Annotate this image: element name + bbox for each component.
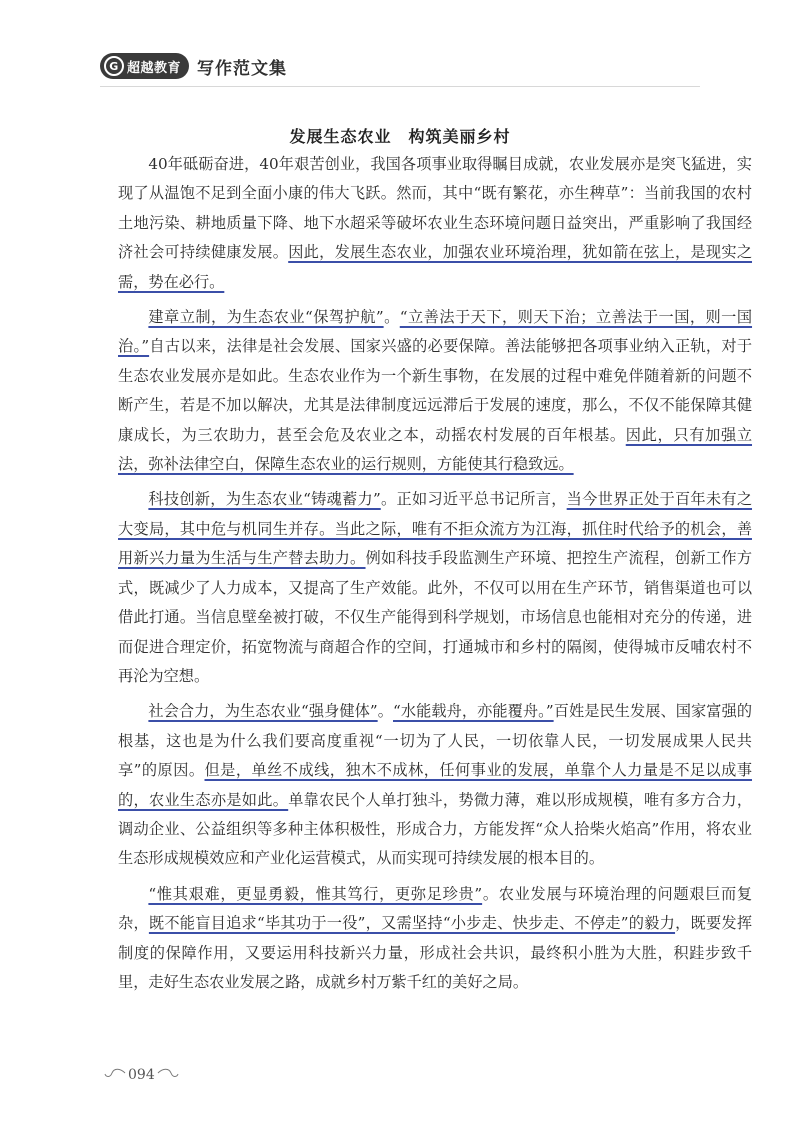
paragraph-5-underline: 既不能盲目追求“毕其功于一役”，又需坚持“小步走、快步走、不停走”的毅力 [148, 914, 676, 933]
brand-mark-icon: G [104, 56, 124, 76]
article-title: 发展生态农业 构筑美丽乡村 [289, 127, 511, 146]
paragraph-1 [118, 150, 752, 297]
paragraph-5-text-2: ，既要发挥制度的保障作用，又要运用科技新兴力量，形成社会共识，最终积小胜为大胜，积跬步致千里，走好生态农业发展之路，成就乡村万紫千红的美好之局。 [118, 914, 753, 991]
paragraph-4-underline: 但是，单丝不成线，独木不成林，任何事业的发展，单靠个人力量是不足以成事的，农业生态亦是如此。 [118, 761, 753, 809]
paragraph-4 [118, 697, 752, 873]
brand-name: 超越教育 [127, 60, 182, 76]
paragraph-4-text: 百姓是民生发展、国家富强的根基，这也是为什么我们要高度重视“一切为了人民，一切依靠人民，一切发展成果人民共享”的原因。 [118, 702, 753, 780]
paragraph-4-heading: 社会合力，为生态农业“强身健体” [148, 702, 378, 721]
header-divider [100, 86, 700, 87]
paragraph-2-conclusion: 因此，只有加强立法，弥补法律空白，保障生态农业的运行规则，方能使其行稳致远。 [118, 425, 753, 474]
paragraph-4-punct: 。 [377, 702, 393, 721]
paragraph-1-text: 40年砥砺奋进，40年艰苦创业，我国各项事业取得瞩目成就，农业发展亦是突飞猛进，实现了从温饱不足到全面小康的伟大飞跃。然而，其中“既有繁花，亦生稗草”：当前我国的农村土地污染、耕地质量下降、地下水超采等破坏农业生态环境问题日益突出，严重影响了我国经济社会可持续健康发展。 [118, 155, 752, 262]
paragraph-3-heading: 科技创新，为生态农业“铸魂蓄力” [148, 490, 381, 509]
flourish-left-icon [104, 1066, 126, 1084]
paragraph-3 [118, 485, 752, 691]
paragraph-3-text: 例如科技手段监测生产环境、把控生产流程，创新工作方式，既减少了人力成本，又提高了生产效能。此外，不仅可以用在生产环节，销售渠道也可以借此打通。当信息壁垒被打破，不仅生产能得到科学规划，市场信息也能相对充分的传递，进而促进合理定价，拓宽物流与商超合作的空间，打通城市和乡村的隔阂，使得城市反哺农村不再沦为空想。 [118, 549, 753, 685]
paragraph-2-text: 自古以来，法律是社会发展、国家兴盛的必要保障。善法能够把各项事业纳入正轨，对于生态农业发展亦是如此。生态农业作为一个新生事物，在发展的过程中难免伴随着新的问题不断产生，若是不加以解决，尤其是法律制度远远滞后于发展的速度，那么，不仅不能保障其健康成长，为三农助力，甚至会危及农业之本，动摇农村发展的百年根基。 [118, 337, 753, 444]
paragraph-3-lead: 。正如习近平总书记所言， [380, 490, 567, 509]
paragraph-1-underline: 因此，发展生态农业，加强农业环境治理，犹如箭在弦上，是现实之需，势在必行。 [118, 243, 753, 291]
paragraph-2 [118, 303, 752, 479]
paragraph-3-quote: 当今世界正处于百年未有之大变局，其中危与机同生并存。当此之际，唯有不拒众流方为江海，抓住时代给予的机会，善用新兴力量为生活与生产替去助力。 [118, 490, 753, 568]
paragraph-2-punct: 。 [383, 308, 400, 327]
paragraph-5 [118, 880, 752, 998]
paragraph-4-text-2: 单靠农民个人单打独斗，势微力薄，难以形成规模，唯有多方合力，调动企业、公益组织等多种主体积极性，形成合力，方能发挥“众人拾柴火焰高”作用，将农业生态形成规模效应和产业化运营模式，从而实现可持续发展的根本目的。 [118, 790, 753, 868]
paragraph-2-heading: 建章立制，为生态农业“保驾护航” [148, 308, 384, 327]
paragraph-4-quote: “水能载舟，亦能覆舟。” [393, 702, 554, 721]
paragraph-5-quote: “惟其艰难，更显勇毅，惟其笃行，更弥足珍贵” [148, 884, 483, 903]
flourish-right-icon [157, 1066, 179, 1084]
page-number: 094 [128, 1067, 155, 1083]
paragraph-2-quote: “立善法于天下，则天下治；立善法于一国，则一国治。” [118, 308, 753, 356]
page-header [100, 52, 287, 80]
brand-logo [100, 53, 189, 79]
page-footer [104, 1066, 179, 1084]
series-title: 写作范文集 [197, 58, 288, 79]
article-body [118, 150, 752, 1003]
paragraph-5-text: 。农业发展与环境治理的问题艰巨而复杂， [118, 884, 753, 933]
